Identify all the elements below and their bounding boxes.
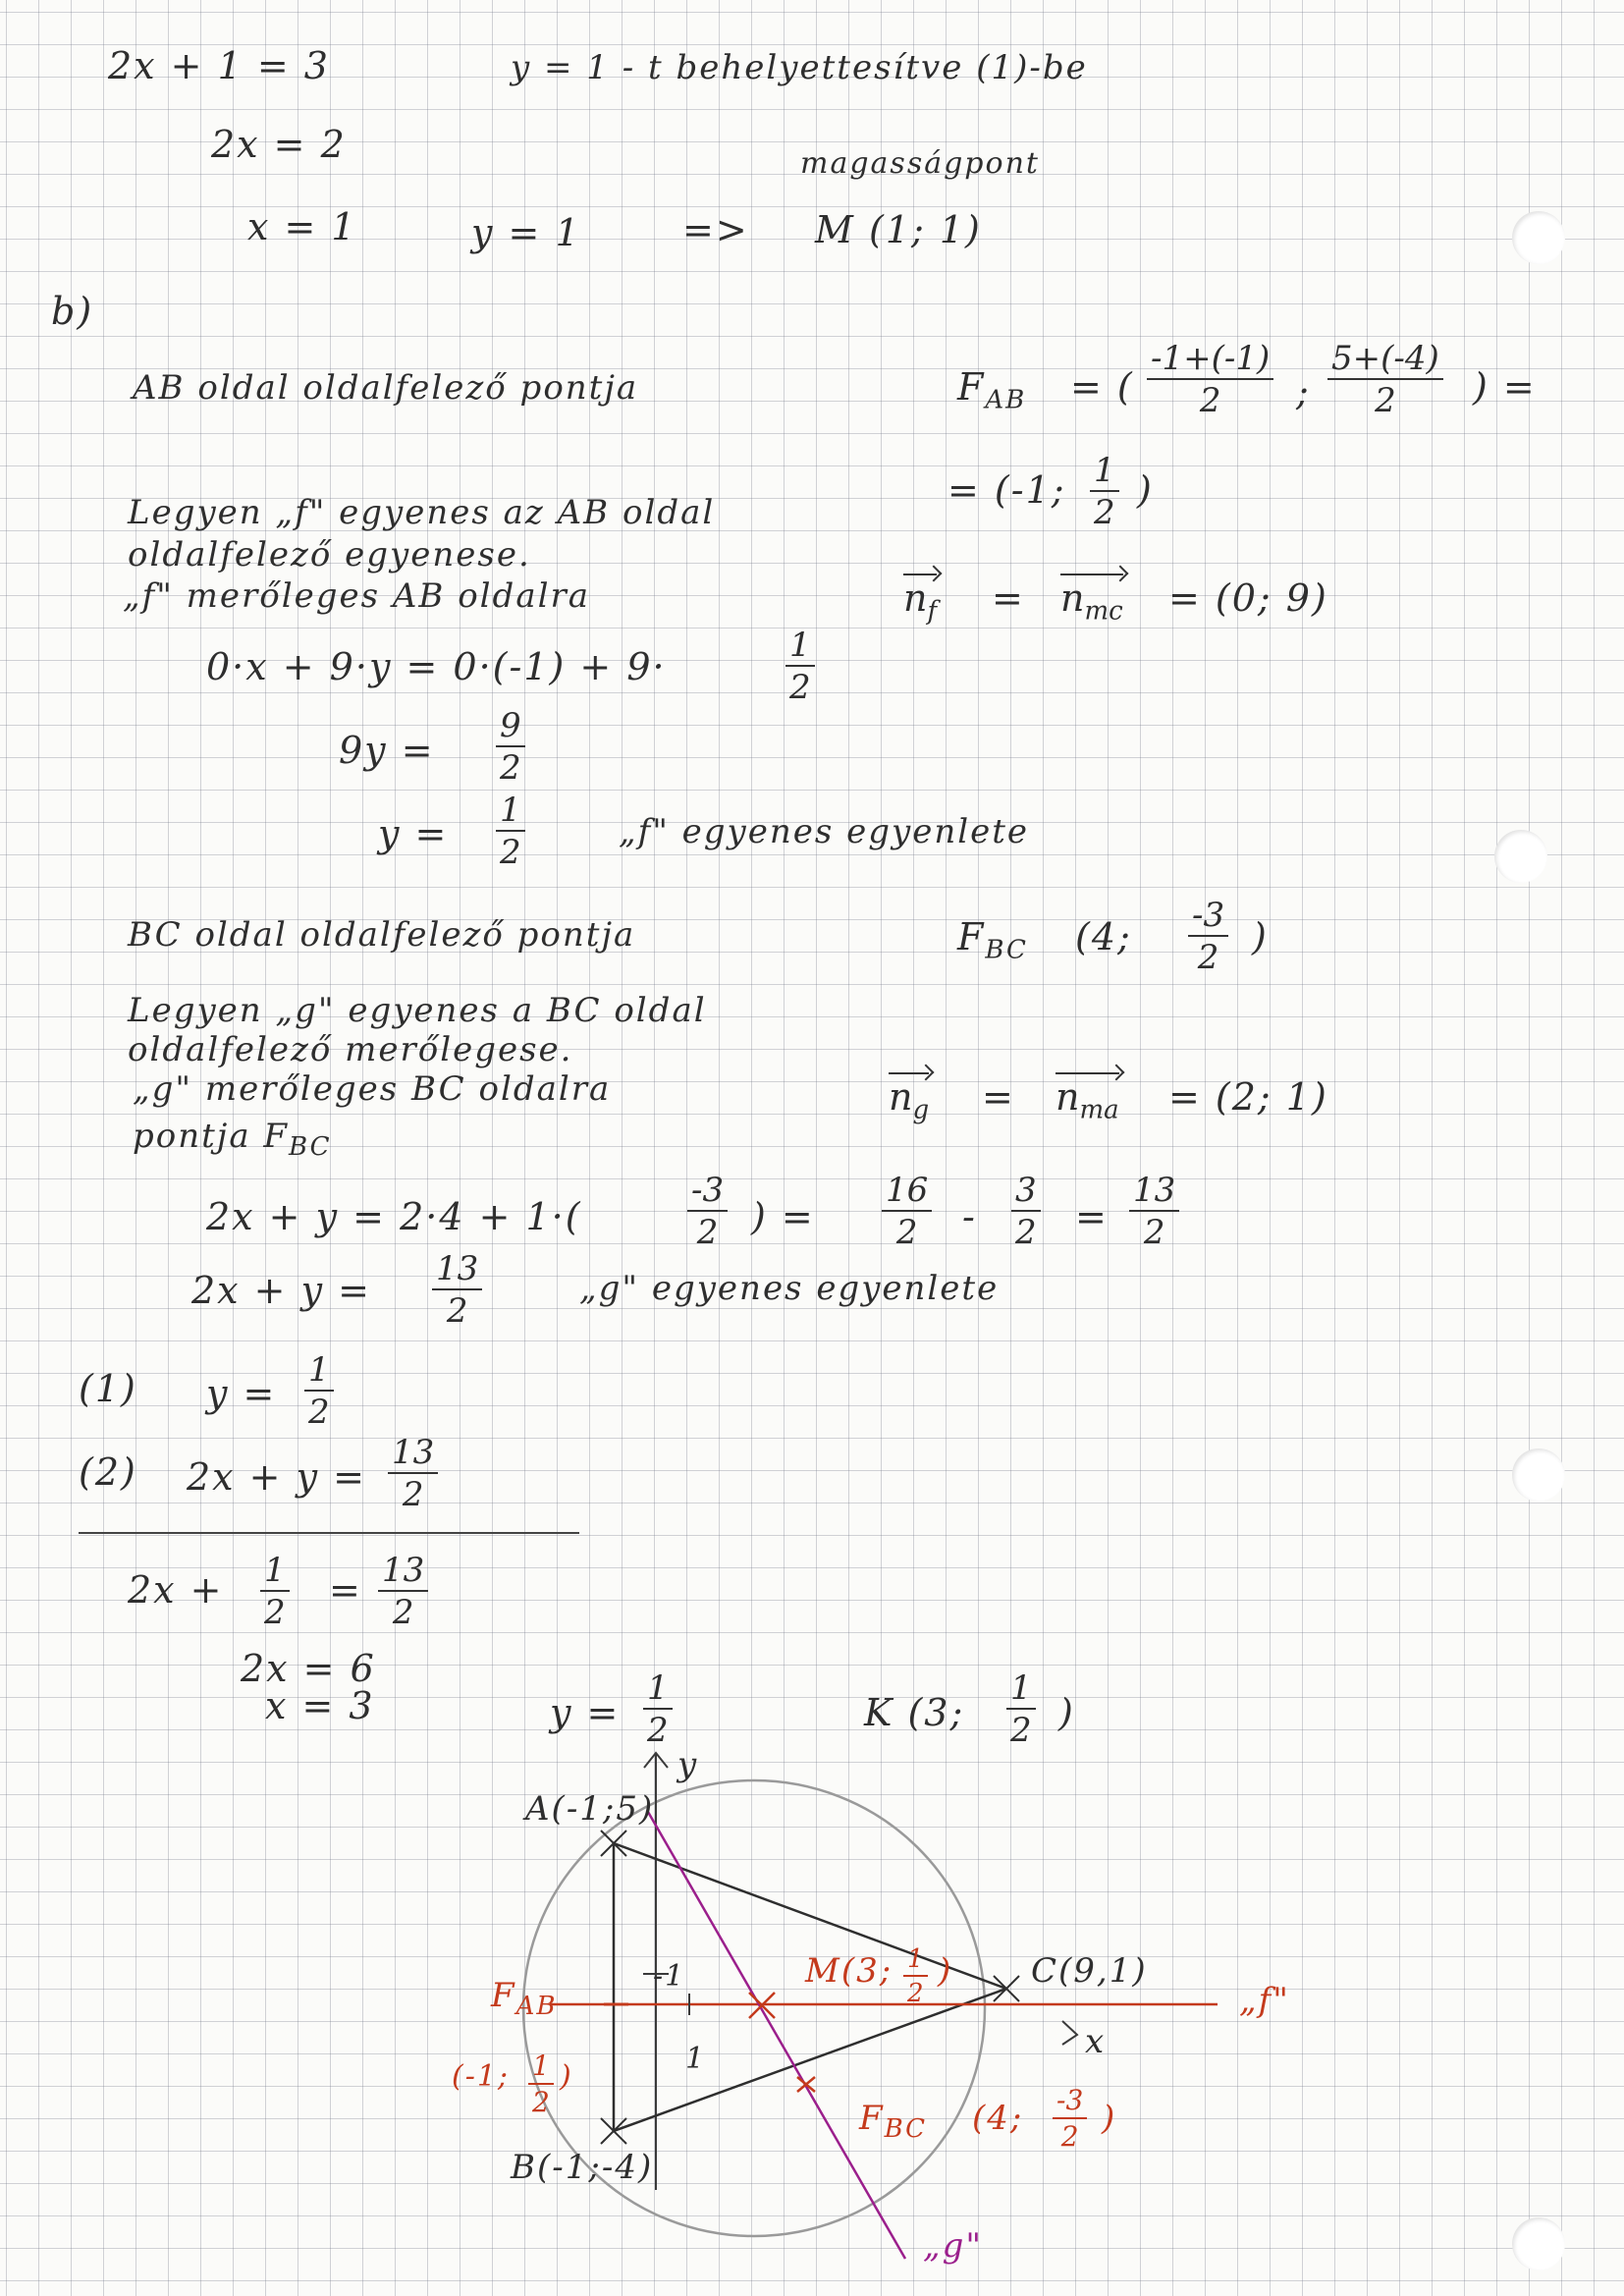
fab-label: $F_{AB}$ [957, 365, 1027, 415]
solve-step-3: x = 3 [265, 1684, 375, 1727]
g-passes-fbc: pontja $F_{BC}$ [133, 1117, 332, 1162]
x-axis-label: x [1085, 2022, 1107, 2061]
solve-step-1-fraction-2: $\frac{13}{2}$ [378, 1554, 428, 1629]
fab-eq-close: ) = [1473, 365, 1537, 409]
fab-eq-open: = ( [1070, 365, 1134, 409]
f-eq3-fraction: $\frac{1}{2}$ [496, 793, 525, 869]
equation-2x-plus-1: 2x + 1 = 3 [108, 44, 330, 87]
implies-arrow: => [682, 208, 749, 251]
fab-result-close: ) [1137, 468, 1154, 512]
tick-label-neg: -1 [653, 1959, 686, 1994]
side-BC [614, 1989, 1006, 2131]
vertex-C-mark [994, 1976, 1019, 2001]
circumcenter-K: K (3; [864, 1691, 965, 1734]
circumcenter-graph-label: M(3; [805, 1951, 893, 1991]
fbc-mark [797, 2077, 815, 2092]
substitution-note: y = 1 - t behelyettesítve (1)-be [511, 48, 1088, 87]
g-eq-fraction-2: $\frac{16}{2}$ [882, 1174, 932, 1249]
g-eq-minus: - [962, 1195, 977, 1238]
vertex-B-label: B(-1;-4) [511, 2148, 654, 2187]
nmc-value: = (0; 9) [1168, 576, 1328, 620]
f-perpendicular-ab: „f" merőleges AB oldalra [123, 576, 590, 616]
system-eq2: 2x + y = [187, 1455, 366, 1499]
fbc-close: ) [1252, 915, 1269, 958]
ng-equals: = [982, 1075, 1015, 1119]
fab-result-fraction: $\frac{1}{2}$ [1090, 454, 1119, 529]
g-eq-mid: ) = [751, 1195, 815, 1238]
x-axis-arrow [1062, 2021, 1077, 2045]
g-eq-equals: = [1075, 1195, 1109, 1238]
vertex-C-label: C(9,1) [1031, 1951, 1148, 1991]
circumcenter-K-close: ) [1058, 1691, 1075, 1734]
vertex-A-label: A(-1;5) [525, 1789, 655, 1829]
fab-graph-close: ) [560, 2059, 573, 2094]
let-g-line-2: oldalfelező merőlegese. [128, 1030, 573, 1069]
bc-midpoint-text: BC oldal oldalfelező pontja [128, 915, 636, 955]
f-line-equation-3: y = [378, 812, 449, 855]
solve-y-fraction: $\frac{1}{2}$ [643, 1671, 673, 1747]
ab-midpoint-text: AB oldal oldalfelező pontja [133, 368, 639, 408]
g-line-equation-1: 2x + y = 2·4 + 1·( [206, 1195, 582, 1238]
solve-step-1-equals: = [329, 1568, 362, 1612]
g-eq-fraction-3: $\frac{3}{2}$ [1011, 1174, 1041, 1249]
let-f-line-2: oldalfelező egyenese. [128, 535, 531, 574]
fbc-value: (4; [1075, 915, 1132, 958]
fbc-graph-close: ) [1102, 2099, 1117, 2138]
tick-label-pos: 1 [685, 2042, 707, 2076]
normal-vector-f: $n_f$ [903, 576, 938, 627]
f-line-equation-2: 9y = [339, 729, 435, 772]
f-eq1-fraction: $\frac{1}{2}$ [785, 629, 815, 704]
circumcenter-graph-close: ) [938, 1951, 953, 1991]
f-eq2-fraction: $\frac{9}{2}$ [496, 709, 525, 785]
fab-fraction-x: $\frac{-1+(-1)}{2}$ [1147, 342, 1273, 417]
part-b-label: b) [51, 290, 94, 333]
g-line-equation-label: „g" egyenes egyenlete [579, 1269, 1000, 1308]
f-line-equation-label: „f" egyenes egyenlete [619, 812, 1030, 851]
fab-graph-fraction: $\frac{1}{2}$ [528, 2052, 554, 2116]
line-f-label: „f" [1239, 1981, 1290, 2020]
solve-step-1: 2x + [128, 1568, 224, 1612]
fbc-label: $F_{BC}$ [957, 915, 1028, 965]
fbc-graph-label: $F_{BC}$ [859, 2099, 928, 2144]
fab-graph-label: $F_{AB}$ [491, 1976, 558, 2021]
let-f-line-1: Legyen „f" egyenes az AB oldal [128, 493, 716, 532]
g-eq-fraction-1: $\frac{-3}{2}$ [687, 1174, 728, 1249]
y-axis-label: y [677, 1745, 699, 1784]
fbc-graph-fraction: $\frac{-3}{2}$ [1053, 2087, 1087, 2151]
fab-fraction-y: $\frac{5+(-4)}{2}$ [1327, 342, 1443, 417]
system-eq1-label: (1) [79, 1367, 137, 1410]
x-equals-1: x = 1 [247, 205, 357, 248]
circumcenter-K-fraction: $\frac{1}{2}$ [1006, 1671, 1036, 1747]
y-equals-1: y = 1 [471, 211, 581, 254]
fab-graph-coord: (-1; [452, 2059, 511, 2094]
solve-step-2: 2x = 6 [241, 1647, 376, 1690]
g-line-equation-2: 2x + y = [191, 1269, 371, 1312]
normal-vector-g: $n_g$ [889, 1075, 930, 1125]
normal-vector-ma: $n_{ma}$ [1056, 1075, 1119, 1125]
fab-result: = (-1; [947, 468, 1066, 512]
circumcenter-graph-fraction: $\frac{1}{2}$ [903, 1946, 928, 2006]
f-line-equation-1: 0·x + 9·y = 0·(-1) + 9· [206, 645, 667, 688]
system-eq2-fraction: $\frac{13}{2}$ [388, 1436, 438, 1511]
system-eq1: y = [206, 1372, 277, 1415]
fab-semicolon: ; [1296, 370, 1311, 413]
orthocenter-M: M (1; 1) [815, 208, 982, 251]
nf-equals: = [992, 576, 1025, 620]
solve-step-1-fraction-1: $\frac{1}{2}$ [260, 1554, 290, 1629]
line-g [648, 1812, 905, 2259]
fbc-graph-coord: (4; [972, 2099, 1024, 2138]
g-eq5-fraction: $\frac{13}{2}$ [432, 1252, 482, 1328]
line-g-label: „g" [923, 2226, 984, 2266]
solve-y-value: y = [550, 1691, 621, 1734]
let-g-line-1: Legyen „g" egyenes a BC oldal [128, 991, 707, 1030]
nma-value: = (2; 1) [1168, 1075, 1328, 1119]
fbc-fraction: $\frac{-3}{2}$ [1188, 899, 1228, 974]
system-eq2-label: (2) [79, 1450, 137, 1494]
g-perpendicular-bc: „g" merőleges BC oldalra [133, 1069, 612, 1109]
normal-vector-mc: $n_{mc}$ [1060, 576, 1123, 627]
equation-2x-eq-2: 2x = 2 [211, 123, 347, 166]
system-eq1-fraction: $\frac{1}{2}$ [304, 1353, 334, 1429]
orthocenter-label: magasságpont [800, 146, 1040, 181]
g-eq-fraction-4: $\frac{13}{2}$ [1129, 1174, 1179, 1249]
